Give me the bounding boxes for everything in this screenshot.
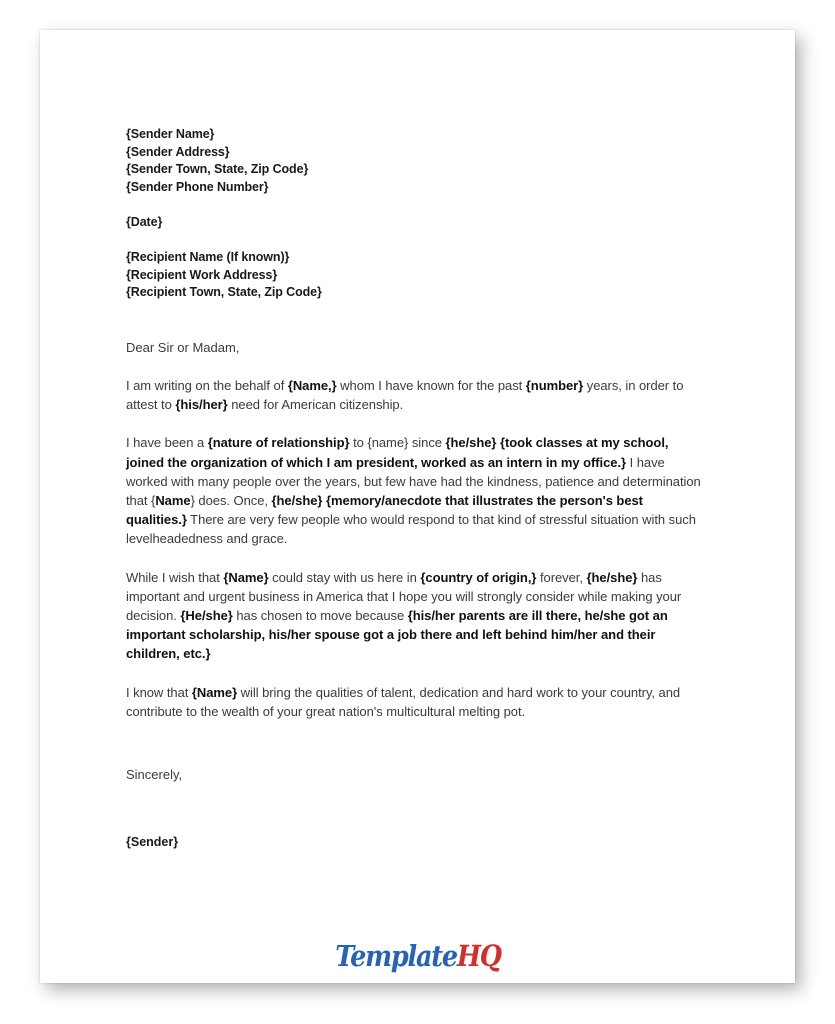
placeholder-token: {country of origin,} [420,569,537,585]
body-text: While I wish that [126,569,224,585]
body-text: need for American citizenship. [227,397,404,413]
recipient-name: {Recipient Name (If known)} [126,250,290,265]
closing-line: Sincerely, [126,766,183,782]
placeholder-token: {he/she} {took classes at my school, joined the organization of which I am president, worked as an intern in my office.} [126,435,669,470]
paragraph-relationship [126,433,706,548]
body-text: I have worked with many people over the years, but few have had the kindness, patience and determination that { [126,454,701,508]
body-text: years, in order to attest to [126,377,684,413]
placeholder-token: {his/her parents are ill there, he/she got an important scholarship, his/her spouse got a job there and left behind him/her and their children, etc.} [126,607,668,662]
placeholder-token: {He/she} [180,607,233,623]
salutation: Dear Sir or Madam, [126,339,240,355]
paragraph-reason-for-move [126,568,706,664]
body-text: has important and urgent business in America that I hope you will strongly consider while making your decision. [126,569,682,623]
templatehq-logo [40,939,795,973]
body-text: There are very few people who would respond to that kind of stressful situation with such levelheadedness and grace. [126,512,696,547]
logo-text-template: Template [334,939,457,973]
spacer-after-date [126,232,706,250]
body-text: could stay with us here in [268,569,421,585]
body-text: to {name} since [349,435,446,451]
paragraph-intro [126,376,706,414]
placeholder-token: {Name} [223,569,269,585]
placeholder-token: {Name,} [287,377,337,393]
sender-address: {Sender Address} [126,144,230,159]
letter-content [126,126,706,849]
body-text: } does. Once, [190,492,272,508]
sender-name: {Sender Name} [126,127,215,141]
letter-page [40,30,795,983]
body-text: whom I have known for the past [336,377,526,393]
body-text: has chosen to move because [232,607,408,623]
placeholder-token: {Name} [191,684,238,700]
body-text: I am writing on the behalf of [126,377,288,393]
logo-text-hq: HQ [456,939,501,973]
placeholder-token: {he/she} {memory/anecdote that illustrates the person's best qualities.} [126,492,643,528]
placeholder-token: Name [155,492,191,508]
recipient-city-state-zip: {Recipient Town, State, Zip Code} [126,285,322,300]
letterhead-block [126,126,706,302]
placeholder-token: {his/her} [175,397,228,413]
sender-city-state-zip: {Sender Town, State, Zip Code} [126,162,309,177]
body-text: will bring the qualities of talent, dedication and hard work to your country, and contribute to the wealth of your great nation's multicultural melting pot. [126,684,681,719]
body-text: I have been a [126,435,208,451]
placeholder-token: {nature of relationship} [207,435,350,451]
placeholder-token: {he/she} [586,569,638,585]
placeholder-token: {number} [525,377,584,393]
recipient-work-address: {Recipient Work Address} [126,267,278,282]
body-text: forever, [536,569,587,585]
signature-line: {Sender} [126,834,179,849]
spacer-after-sender [126,196,706,214]
sender-phone: {Sender Phone Number} [126,179,269,194]
letter-date: {Date} [126,214,163,229]
paragraph-conclusion [126,683,706,721]
body-text: I know that [126,684,192,700]
